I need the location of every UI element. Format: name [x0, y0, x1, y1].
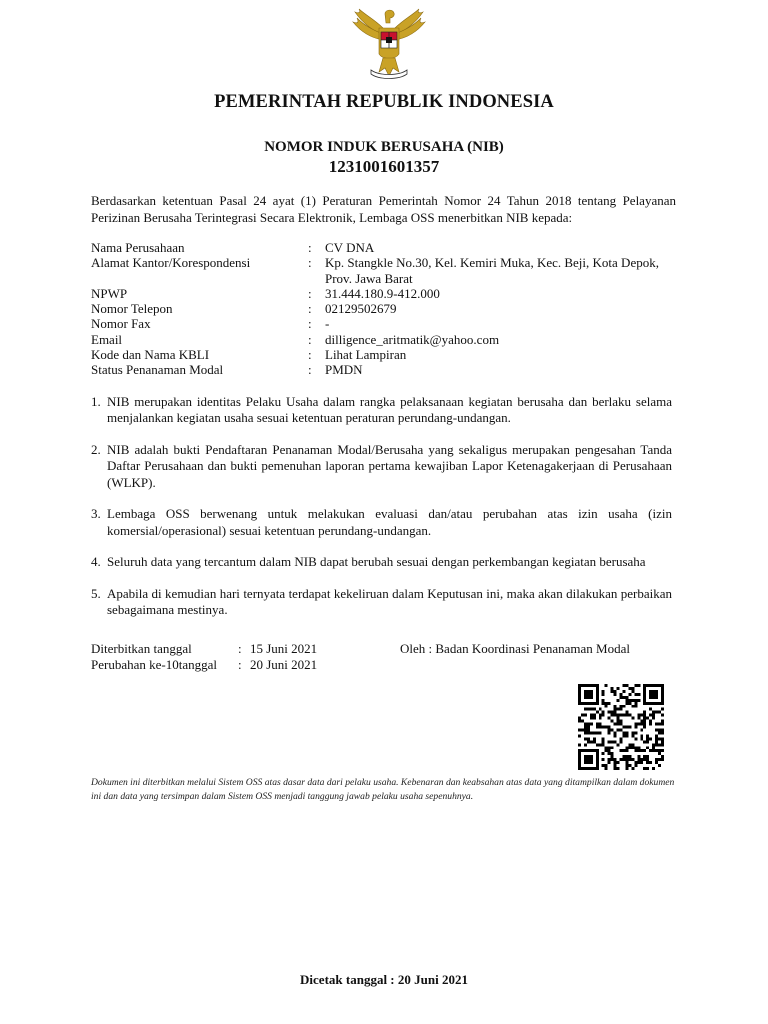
garuda-emblem-icon — [349, 6, 429, 82]
issued-date-colon: : — [238, 641, 242, 656]
field-value: Kp. Stangkle No.30, Kel. Kemiri Muka, Kec. Beji, Kota Depok, Prov. Jawa Barat — [325, 255, 659, 286]
field-label: Kode dan Nama KBLI — [91, 347, 210, 363]
field-company-name — [91, 240, 681, 255]
field-colon: : — [308, 316, 312, 332]
intro-paragraph: Berdasarkan ketentuan Pasal 24 ayat (1) Peraturan Pemerintah Nomor 24 Tahun 2018 tentang Pelayanan Perizinan Berusaha Terintegrasi Secara Elektronik, Lembaga OSS menerbitkan NIB kepada: — [91, 193, 676, 225]
field-label: NPWP — [91, 285, 128, 301]
issued-date-label: Diterbitkan tanggal — [91, 641, 192, 656]
nib-number: 1231001601357 — [328, 157, 440, 176]
field-label: Nomor Fax — [91, 316, 151, 332]
field-label: Alamat Kantor/Korespondensi — [91, 255, 251, 271]
government-title: PEMERINTAH REPUBLIK INDONESIA — [214, 92, 554, 112]
issuer: Oleh : Badan Koordinasi Penanaman Modal — [400, 641, 630, 656]
field-value: Lihat Lampiran — [325, 347, 407, 363]
field-value: 02129502679 — [325, 301, 397, 317]
field-phone — [91, 301, 681, 316]
company-details — [91, 240, 681, 378]
notes-list — [91, 394, 672, 634]
changed-date-colon: : — [238, 657, 242, 672]
issuance-dates — [91, 641, 317, 673]
issued-date-value: 15 Juni 2021 — [250, 641, 318, 656]
note-text: NIB merupakan identitas Pelaku Usaha dalam rangka pelaksanaan kegiatan berusaha dan berlaku selama menjalankan kegiatan usaha sesuai ketentuan peraturan perundang-undangan. — [107, 394, 672, 426]
field-email — [91, 332, 681, 347]
field-colon: : — [308, 240, 312, 255]
changed-date-row — [91, 657, 317, 673]
note-number: 1. — [91, 394, 101, 409]
note-item — [91, 554, 672, 570]
document-title: NOMOR INDUK BERUSAHA (NIB) — [264, 139, 504, 155]
field-value: dilligence_aritmatik@yahoo.com — [325, 331, 500, 347]
disclaimer: Dokumen ini diterbitkan melalui Sistem OSS atas dasar data dari pelaku usaha. Kebenaran dan keabsahan atas data yang ditampilkan dalam dokumen ini dan data yang tersimpan dalam Sistem OSS menjadi tanggung jawab pelaku usaha sepenuhnya. — [91, 777, 675, 802]
issued-date-row — [91, 641, 317, 657]
field-colon: : — [308, 301, 312, 317]
changed-date-value: 20 Juni 2021 — [250, 657, 318, 672]
note-number: 2. — [91, 441, 101, 457]
field-value: CV DNA — [325, 240, 375, 255]
field-colon: : — [308, 255, 312, 271]
printed-date: Dicetak tanggal : 20 Juni 2021 — [300, 972, 468, 987]
field-value: - — [325, 316, 330, 332]
note-text: NIB adalah bukti Pendaftaran Penanaman Modal/Berusaha yang sekaligus merupakan pengesahan Tanda Daftar Perusahaan dan bukti pemenuhan laporan pertama kewajiban Lapor Ketenagakerjaan di Perusahaan (WLKP). — [107, 441, 672, 490]
field-address — [91, 255, 681, 286]
qr-code-icon — [578, 684, 664, 770]
field-colon: : — [308, 331, 312, 347]
field-value: PMDN — [325, 362, 363, 378]
note-number: 5. — [91, 585, 101, 601]
field-colon: : — [308, 362, 312, 378]
field-label: Nomor Telepon — [91, 301, 173, 317]
field-colon: : — [308, 285, 312, 301]
note-text: Apabila di kemudian hari ternyata terdapat kekeliruan dalam Keputusan ini, maka akan dilakukan perbaikan sebagaimana mestinya. — [107, 585, 672, 618]
note-text: Seluruh data yang tercantum dalam NIB dapat berubah sesuai dengan perkembangan kegiatan berusaha — [107, 554, 646, 570]
field-colon: : — [308, 347, 312, 363]
field-label: Nama Perusahaan — [91, 240, 185, 255]
field-kbli — [91, 347, 681, 362]
note-item — [91, 442, 672, 491]
note-number: 3. — [91, 506, 101, 522]
field-label: Status Penanaman Modal — [91, 362, 224, 378]
field-npwp — [91, 286, 681, 301]
field-value: 31.444.180.9-412.000 — [325, 285, 440, 301]
note-item — [91, 394, 672, 427]
field-label: Email — [91, 331, 123, 347]
changed-date-label: Perubahan ke-10tanggal — [91, 657, 217, 672]
note-text: Lembaga OSS berwenang untuk melakukan evaluasi dan/atau perubahan atas izin usaha (izin komersial/operasional) sesuai ketentuan perundang-undangan. — [107, 506, 672, 538]
note-item — [91, 586, 672, 619]
field-fax — [91, 316, 681, 331]
note-item — [91, 506, 672, 539]
note-number: 4. — [91, 554, 101, 570]
field-investment-status — [91, 362, 681, 377]
